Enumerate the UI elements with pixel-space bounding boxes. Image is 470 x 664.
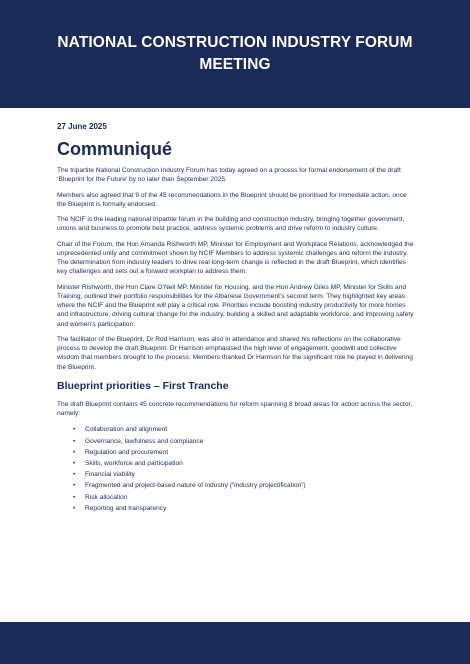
document-title: Communiqué (57, 139, 172, 159)
bullet-icon: • (73, 493, 76, 501)
paragraph: The tripartite National Construction Industry Forum has today agreed on a process for formal endorsement of the draft ‘Blueprint for the Future’ by no later than September 2025. (57, 167, 401, 184)
bullet-icon: • (73, 504, 76, 512)
paragraph: The facilitator of the Blueprint, Dr Rod Harrison, was also in attendance and shared his reflections on the collaborative process to develop the draft Blueprint. Dr Harrison emphasised the high level of engagement, goodwill and collective wisdom that members brought to the process. Members thanked Dr Harrison for the significant role he played in delivering the Blueprint. (57, 335, 413, 371)
header-banner (0, 0, 470, 108)
paragraph: Chair of the Forum, the Hon Amanda Rishworth MP, Minister for Employment and Workplace Relations, acknowledged the unprecedented unity and commitment shown by NCIF Members to address systemic challenges and reform the industry. The determination from industry leaders to drive real long-term change is reflected in the draft Blueprint, which identifies key challenges and sets out a forward workplan to address them. (57, 240, 414, 276)
list-item-label: Fragmented and project-based nature of industry (“industry projectification”) (85, 482, 306, 490)
document-body (57, 118, 417, 514)
bullet-icon: • (73, 482, 76, 490)
paragraph: The NCIF is the leading national tripartite forum in the building and construction industry, bringing together government, unions and business to promote best practice, address systemic problems and drive reform to industry culture. (57, 216, 405, 233)
section-intro: The draft Blueprint contains 45 concrete recommendations for reform spanning 8 broad areas for action across the sector, namely: (57, 400, 413, 417)
list-item (73, 492, 417, 503)
list-item-label: Collaboration and alignment (85, 426, 168, 434)
reform-areas-list (57, 424, 417, 514)
list-item-label: Skills, workforce and participation (85, 460, 183, 467)
footer-banner (0, 622, 470, 664)
paragraph: Minister Rishworth, the Hon Clare O’Neil MP, Minister for Housing, and the Hon Andrew Giles MP, Minister for Skills and Training, outlined their portfolio responsibilities for the Albanese Government’s second term. They highlighted key areas where the NCIF and the Blueprint will play a critical role. Priorities include boosting industry productivity for more homes and infrastructure, driving cultural change for the industry, building a skilled and adaptable workforce, and improving safety and women’s participation. (57, 283, 414, 328)
bullet-icon: • (73, 437, 76, 445)
document-date: 27 June 2025 (57, 122, 107, 131)
paragraph: Members also agreed that 9 of the 45 recommendations in the Blueprint should be prioritised for immediate action, once the Blueprint is formally endorsed. (57, 191, 407, 208)
list-item (73, 447, 417, 458)
bullet-icon: • (73, 471, 76, 479)
list-item (73, 424, 417, 435)
list-item (73, 503, 417, 514)
bullet-icon: • (73, 460, 76, 467)
page-title: NATIONAL CONSTRUCTION INDUSTRY FORUM MEETING (57, 34, 413, 73)
list-item (73, 458, 417, 469)
list-item-label: Regulation and procurement (85, 448, 169, 456)
list-item (73, 480, 417, 491)
list-item-label: Governance, lawfulness and compliance (85, 437, 204, 445)
list-item-label: Financial viability (85, 471, 135, 479)
list-item-label: Risk allocation (85, 493, 128, 501)
bullet-icon: • (73, 426, 76, 434)
bullet-icon: • (73, 448, 76, 456)
section-heading: Blueprint priorities – First Tranche (57, 379, 229, 392)
list-item-label: Reporting and transparency (85, 504, 167, 512)
list-item (73, 469, 417, 480)
list-item (73, 436, 417, 447)
